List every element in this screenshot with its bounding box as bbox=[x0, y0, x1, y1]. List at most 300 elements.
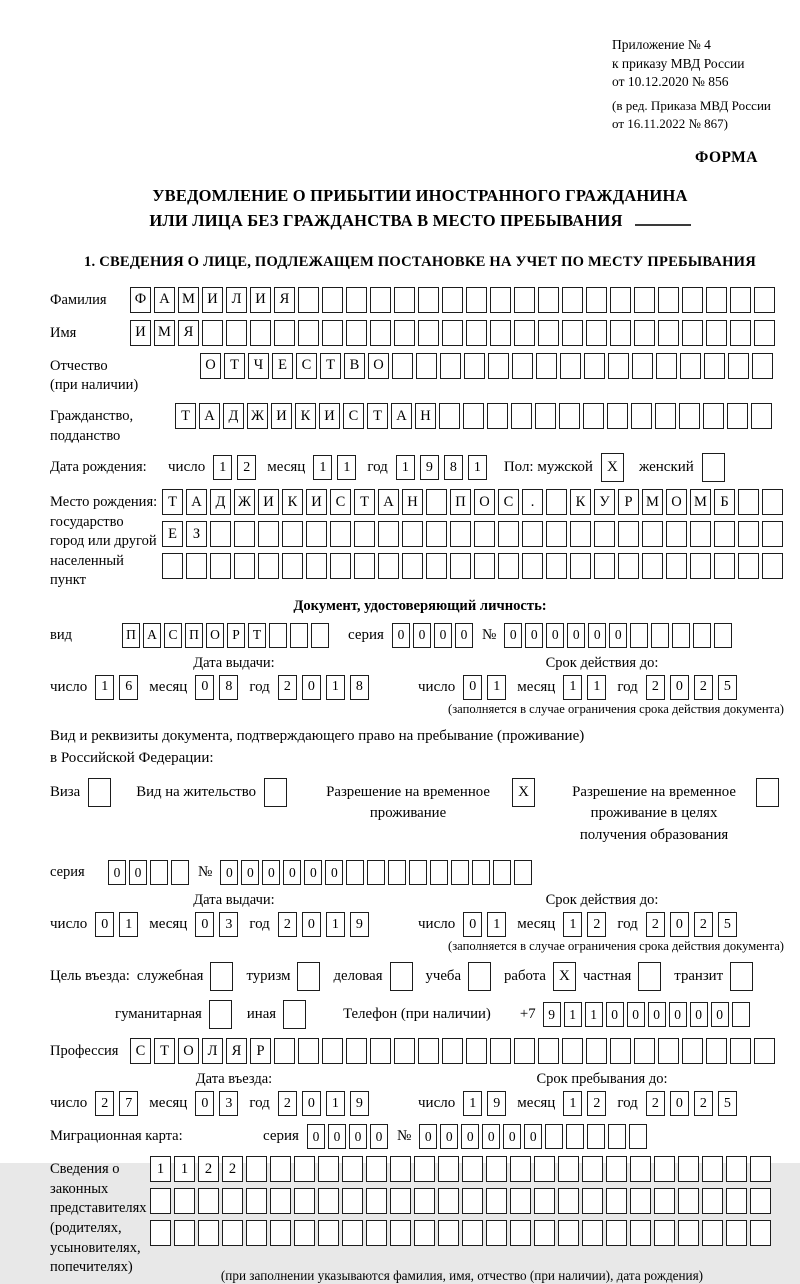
doc-valid-day-cell[interactable]: 1 bbox=[487, 675, 506, 700]
birthplace-cell[interactable] bbox=[762, 521, 783, 547]
representatives-cell[interactable]: 2 bbox=[222, 1156, 243, 1182]
profession-cell[interactable]: О bbox=[178, 1038, 199, 1064]
profession-cell[interactable] bbox=[418, 1038, 439, 1064]
birthplace-cell[interactable]: И bbox=[306, 489, 327, 515]
representatives-cell[interactable] bbox=[726, 1220, 747, 1246]
name-cell[interactable] bbox=[466, 320, 487, 346]
patronymic-cell[interactable]: О bbox=[200, 353, 221, 379]
representatives-cell[interactable] bbox=[654, 1220, 675, 1246]
patronymic-cell[interactable] bbox=[440, 353, 461, 379]
name-cell[interactable] bbox=[442, 320, 463, 346]
birthplace-cell[interactable]: А bbox=[186, 489, 207, 515]
citizenship-cell[interactable] bbox=[439, 403, 460, 429]
stay-day-cell[interactable]: 1 bbox=[463, 1091, 482, 1116]
surname-cell[interactable] bbox=[418, 287, 439, 313]
surname-cell[interactable] bbox=[754, 287, 775, 313]
surname-cell[interactable] bbox=[658, 287, 679, 313]
permit-series-cell[interactable]: 0 bbox=[129, 860, 147, 885]
checkbox-transit[interactable] bbox=[730, 962, 753, 991]
doc-number-cell[interactable] bbox=[693, 623, 711, 648]
birthplace-cell[interactable] bbox=[282, 553, 303, 579]
birth-year-cell[interactable]: 1 bbox=[468, 455, 487, 480]
checkbox-private[interactable] bbox=[638, 962, 661, 991]
birthplace-cell[interactable]: З bbox=[186, 521, 207, 547]
doc-issue-day-cell[interactable]: 6 bbox=[119, 675, 138, 700]
birthplace-cell[interactable]: М bbox=[642, 489, 663, 515]
permit-number-cell[interactable] bbox=[451, 860, 469, 885]
patronymic-cell[interactable] bbox=[704, 353, 725, 379]
doc-issue-year-cell[interactable]: 8 bbox=[350, 675, 369, 700]
name-cell[interactable] bbox=[370, 320, 391, 346]
representatives-cell[interactable] bbox=[270, 1156, 291, 1182]
representatives-cell[interactable] bbox=[534, 1220, 555, 1246]
birthplace-cell[interactable] bbox=[450, 521, 471, 547]
representatives-cell[interactable] bbox=[558, 1188, 579, 1214]
phone-cell[interactable]: 0 bbox=[606, 1002, 624, 1027]
migration-number-cell[interactable]: 0 bbox=[482, 1124, 500, 1149]
representatives-cell[interactable] bbox=[462, 1188, 483, 1214]
doc-series-cell[interactable]: 0 bbox=[413, 623, 431, 648]
phone-cell[interactable]: 0 bbox=[690, 1002, 708, 1027]
birthplace-cell[interactable]: К bbox=[282, 489, 303, 515]
patronymic-cell[interactable] bbox=[560, 353, 581, 379]
doc-valid-year-cell[interactable]: 5 bbox=[718, 675, 737, 700]
birthplace-cell[interactable] bbox=[642, 553, 663, 579]
migration-number-cell[interactable] bbox=[587, 1124, 605, 1149]
representatives-cell[interactable] bbox=[246, 1188, 267, 1214]
citizenship-cell[interactable] bbox=[511, 403, 532, 429]
citizenship-cell[interactable]: Н bbox=[415, 403, 436, 429]
birthplace-cell[interactable] bbox=[426, 521, 447, 547]
representatives-cell[interactable] bbox=[198, 1188, 219, 1214]
representatives-cell[interactable] bbox=[726, 1156, 747, 1182]
doc-valid-year-cell[interactable]: 2 bbox=[694, 675, 713, 700]
checkbox-humanitarian[interactable] bbox=[209, 1000, 232, 1029]
doc-number-cell[interactable]: 0 bbox=[588, 623, 606, 648]
citizenship-cell[interactable]: И bbox=[271, 403, 292, 429]
entry-month-cell[interactable]: 3 bbox=[219, 1091, 238, 1116]
representatives-cell[interactable] bbox=[582, 1220, 603, 1246]
birthplace-cell[interactable] bbox=[714, 521, 735, 547]
surname-cell[interactable]: М bbox=[178, 287, 199, 313]
representatives-cell[interactable] bbox=[678, 1188, 699, 1214]
birthplace-cell[interactable] bbox=[162, 553, 183, 579]
representatives-cell[interactable] bbox=[414, 1220, 435, 1246]
surname-cell[interactable]: И bbox=[250, 287, 271, 313]
patronymic-cell[interactable] bbox=[464, 353, 485, 379]
patronymic-cell[interactable] bbox=[680, 353, 701, 379]
representatives-cell[interactable] bbox=[750, 1156, 771, 1182]
name-cell[interactable] bbox=[490, 320, 511, 346]
representatives-cell[interactable] bbox=[246, 1156, 267, 1182]
permit-number-cell[interactable] bbox=[514, 860, 532, 885]
birthplace-cell[interactable] bbox=[210, 553, 231, 579]
representatives-cell[interactable] bbox=[270, 1188, 291, 1214]
representatives-cell[interactable] bbox=[150, 1220, 171, 1246]
name-cell[interactable] bbox=[298, 320, 319, 346]
citizenship-cell[interactable] bbox=[487, 403, 508, 429]
representatives-cell[interactable] bbox=[390, 1220, 411, 1246]
patronymic-cell[interactable] bbox=[512, 353, 533, 379]
representatives-cell[interactable] bbox=[510, 1156, 531, 1182]
patronymic-cell[interactable] bbox=[632, 353, 653, 379]
patronymic-cell[interactable] bbox=[488, 353, 509, 379]
citizenship-cell[interactable]: И bbox=[319, 403, 340, 429]
representatives-cell[interactable] bbox=[630, 1220, 651, 1246]
migration-number-cell[interactable] bbox=[545, 1124, 563, 1149]
birthplace-cell[interactable] bbox=[594, 553, 615, 579]
birthplace-cell[interactable] bbox=[450, 553, 471, 579]
representatives-cell[interactable] bbox=[654, 1156, 675, 1182]
surname-cell[interactable] bbox=[682, 287, 703, 313]
migration-number-cell[interactable]: 0 bbox=[524, 1124, 542, 1149]
citizenship-cell[interactable] bbox=[631, 403, 652, 429]
surname-cell[interactable] bbox=[322, 287, 343, 313]
citizenship-cell[interactable]: К bbox=[295, 403, 316, 429]
stay-year-cell[interactable]: 0 bbox=[670, 1091, 689, 1116]
stay-day-cell[interactable]: 9 bbox=[487, 1091, 506, 1116]
profession-cell[interactable] bbox=[706, 1038, 727, 1064]
citizenship-cell[interactable]: А bbox=[391, 403, 412, 429]
patronymic-cell[interactable]: Т bbox=[224, 353, 245, 379]
profession-cell[interactable] bbox=[586, 1038, 607, 1064]
name-cell[interactable] bbox=[730, 320, 751, 346]
permit-issue-year-cell[interactable]: 1 bbox=[326, 912, 345, 937]
doc-number-cell[interactable] bbox=[714, 623, 732, 648]
birthplace-cell[interactable]: С bbox=[330, 489, 351, 515]
profession-cell[interactable] bbox=[490, 1038, 511, 1064]
stay-year-cell[interactable]: 5 bbox=[718, 1091, 737, 1116]
birthplace-cell[interactable] bbox=[330, 521, 351, 547]
representatives-cell[interactable] bbox=[558, 1220, 579, 1246]
birthplace-cell[interactable]: И bbox=[258, 489, 279, 515]
profession-cell[interactable] bbox=[298, 1038, 319, 1064]
citizenship-cell[interactable]: А bbox=[199, 403, 220, 429]
phone-cell[interactable]: 0 bbox=[669, 1002, 687, 1027]
phone-cell[interactable]: 0 bbox=[627, 1002, 645, 1027]
permit-number-cell[interactable]: 0 bbox=[262, 860, 280, 885]
doc-type-cell[interactable]: Т bbox=[248, 623, 266, 648]
doc-type-cell[interactable]: П bbox=[122, 623, 140, 648]
permit-number-cell[interactable] bbox=[493, 860, 511, 885]
representatives-cell[interactable] bbox=[342, 1220, 363, 1246]
entry-year-cell[interactable]: 0 bbox=[302, 1091, 321, 1116]
phone-cell[interactable] bbox=[732, 1002, 750, 1027]
doc-issue-month-cell[interactable]: 8 bbox=[219, 675, 238, 700]
entry-month-cell[interactable]: 0 bbox=[195, 1091, 214, 1116]
surname-cell[interactable] bbox=[298, 287, 319, 313]
permit-number-cell[interactable] bbox=[472, 860, 490, 885]
doc-issue-day-cell[interactable]: 1 bbox=[95, 675, 114, 700]
entry-year-cell[interactable]: 1 bbox=[326, 1091, 345, 1116]
doc-number-cell[interactable]: 0 bbox=[546, 623, 564, 648]
representatives-cell[interactable] bbox=[462, 1156, 483, 1182]
birthplace-cell[interactable]: М bbox=[690, 489, 711, 515]
surname-cell[interactable] bbox=[730, 287, 751, 313]
citizenship-cell[interactable] bbox=[535, 403, 556, 429]
surname-cell[interactable] bbox=[586, 287, 607, 313]
doc-issue-month-cell[interactable]: 0 bbox=[195, 675, 214, 700]
representatives-cell[interactable] bbox=[318, 1156, 339, 1182]
doc-number-cell[interactable] bbox=[672, 623, 690, 648]
surname-cell[interactable]: Л bbox=[226, 287, 247, 313]
profession-cell[interactable] bbox=[658, 1038, 679, 1064]
doc-type-cell[interactable]: С bbox=[164, 623, 182, 648]
name-cell[interactable] bbox=[394, 320, 415, 346]
representatives-cell[interactable] bbox=[270, 1220, 291, 1246]
patronymic-cell[interactable] bbox=[656, 353, 677, 379]
profession-cell[interactable] bbox=[466, 1038, 487, 1064]
birthplace-cell[interactable] bbox=[474, 553, 495, 579]
permit-valid-year-cell[interactable]: 5 bbox=[718, 912, 737, 937]
migration-series-cell[interactable]: 0 bbox=[307, 1124, 325, 1149]
birthplace-cell[interactable] bbox=[594, 521, 615, 547]
birthplace-cell[interactable] bbox=[522, 553, 543, 579]
representatives-cell[interactable] bbox=[294, 1220, 315, 1246]
patronymic-cell[interactable]: В bbox=[344, 353, 365, 379]
representatives-cell[interactable] bbox=[462, 1220, 483, 1246]
migration-series-cell[interactable]: 0 bbox=[370, 1124, 388, 1149]
checkbox-female[interactable] bbox=[702, 453, 725, 482]
surname-cell[interactable] bbox=[370, 287, 391, 313]
patronymic-cell[interactable] bbox=[536, 353, 557, 379]
citizenship-cell[interactable] bbox=[751, 403, 772, 429]
permit-issue-month-cell[interactable]: 0 bbox=[195, 912, 214, 937]
profession-cell[interactable] bbox=[442, 1038, 463, 1064]
profession-cell[interactable] bbox=[538, 1038, 559, 1064]
migration-series-cell[interactable]: 0 bbox=[349, 1124, 367, 1149]
permit-valid-month-cell[interactable]: 2 bbox=[587, 912, 606, 937]
birthplace-cell[interactable] bbox=[738, 489, 759, 515]
representatives-cell[interactable] bbox=[174, 1188, 195, 1214]
checkbox-male[interactable]: X bbox=[601, 453, 624, 482]
birthplace-cell[interactable]: Ж bbox=[234, 489, 255, 515]
birthplace-cell[interactable] bbox=[378, 553, 399, 579]
migration-number-cell[interactable]: 0 bbox=[440, 1124, 458, 1149]
profession-cell[interactable] bbox=[394, 1038, 415, 1064]
profession-cell[interactable] bbox=[274, 1038, 295, 1064]
doc-number-cell[interactable] bbox=[630, 623, 648, 648]
permit-valid-year-cell[interactable]: 2 bbox=[646, 912, 665, 937]
stay-year-cell[interactable]: 2 bbox=[646, 1091, 665, 1116]
checkbox-study[interactable] bbox=[468, 962, 491, 991]
name-cell[interactable] bbox=[658, 320, 679, 346]
phone-cell[interactable]: 1 bbox=[585, 1002, 603, 1027]
citizenship-cell[interactable] bbox=[655, 403, 676, 429]
doc-issue-year-cell[interactable]: 1 bbox=[326, 675, 345, 700]
birthplace-cell[interactable] bbox=[546, 489, 567, 515]
name-cell[interactable] bbox=[346, 320, 367, 346]
representatives-cell[interactable] bbox=[438, 1188, 459, 1214]
representatives-cell[interactable] bbox=[318, 1188, 339, 1214]
doc-number-cell[interactable]: 0 bbox=[567, 623, 585, 648]
birthplace-cell[interactable] bbox=[186, 553, 207, 579]
representatives-cell[interactable] bbox=[366, 1220, 387, 1246]
citizenship-cell[interactable] bbox=[703, 403, 724, 429]
representatives-cell[interactable] bbox=[246, 1220, 267, 1246]
representatives-cell[interactable] bbox=[654, 1188, 675, 1214]
representatives-cell[interactable] bbox=[414, 1188, 435, 1214]
birthplace-cell[interactable] bbox=[546, 553, 567, 579]
surname-cell[interactable] bbox=[514, 287, 535, 313]
entry-year-cell[interactable]: 2 bbox=[278, 1091, 297, 1116]
birthplace-cell[interactable] bbox=[354, 553, 375, 579]
representatives-cell[interactable] bbox=[510, 1188, 531, 1214]
representatives-cell[interactable] bbox=[438, 1220, 459, 1246]
phone-cell[interactable]: 9 bbox=[543, 1002, 561, 1027]
representatives-cell[interactable] bbox=[486, 1188, 507, 1214]
surname-cell[interactable] bbox=[466, 287, 487, 313]
citizenship-cell[interactable] bbox=[463, 403, 484, 429]
birthplace-cell[interactable]: К bbox=[570, 489, 591, 515]
profession-cell[interactable] bbox=[346, 1038, 367, 1064]
permit-valid-month-cell[interactable]: 1 bbox=[563, 912, 582, 937]
doc-valid-month-cell[interactable]: 1 bbox=[587, 675, 606, 700]
birthplace-cell[interactable] bbox=[306, 521, 327, 547]
phone-cell[interactable]: 0 bbox=[648, 1002, 666, 1027]
name-cell[interactable] bbox=[634, 320, 655, 346]
birthplace-cell[interactable] bbox=[762, 553, 783, 579]
checkbox-work[interactable]: X bbox=[553, 962, 576, 991]
birth-year-cell[interactable]: 9 bbox=[420, 455, 439, 480]
representatives-cell[interactable] bbox=[606, 1156, 627, 1182]
birthplace-cell[interactable] bbox=[402, 553, 423, 579]
name-cell[interactable]: М bbox=[154, 320, 175, 346]
checkbox-official[interactable] bbox=[210, 962, 233, 991]
surname-cell[interactable] bbox=[490, 287, 511, 313]
birthplace-cell[interactable] bbox=[738, 521, 759, 547]
birthplace-cell[interactable]: Т bbox=[162, 489, 183, 515]
citizenship-cell[interactable] bbox=[583, 403, 604, 429]
birthplace-cell[interactable] bbox=[330, 553, 351, 579]
birthplace-cell[interactable]: . bbox=[522, 489, 543, 515]
birthplace-cell[interactable]: У bbox=[594, 489, 615, 515]
permit-number-cell[interactable] bbox=[388, 860, 406, 885]
doc-valid-year-cell[interactable]: 2 bbox=[646, 675, 665, 700]
representatives-cell[interactable] bbox=[534, 1156, 555, 1182]
permit-issue-day-cell[interactable]: 1 bbox=[119, 912, 138, 937]
permit-series-cell[interactable] bbox=[150, 860, 168, 885]
name-cell[interactable] bbox=[682, 320, 703, 346]
permit-issue-year-cell[interactable]: 9 bbox=[350, 912, 369, 937]
patronymic-cell[interactable] bbox=[608, 353, 629, 379]
profession-cell[interactable] bbox=[610, 1038, 631, 1064]
patronymic-cell[interactable] bbox=[584, 353, 605, 379]
surname-cell[interactable] bbox=[394, 287, 415, 313]
birthplace-cell[interactable] bbox=[306, 553, 327, 579]
birth-year-cell[interactable]: 1 bbox=[396, 455, 415, 480]
birthplace-cell[interactable] bbox=[690, 521, 711, 547]
name-cell[interactable]: И bbox=[130, 320, 151, 346]
entry-year-cell[interactable]: 9 bbox=[350, 1091, 369, 1116]
representatives-cell[interactable] bbox=[294, 1188, 315, 1214]
checkbox-visa[interactable] bbox=[88, 778, 111, 807]
birthplace-cell[interactable] bbox=[282, 521, 303, 547]
birthplace-cell[interactable] bbox=[690, 553, 711, 579]
doc-valid-day-cell[interactable]: 0 bbox=[463, 675, 482, 700]
name-cell[interactable] bbox=[562, 320, 583, 346]
representatives-cell[interactable] bbox=[222, 1220, 243, 1246]
migration-number-cell[interactable]: 0 bbox=[461, 1124, 479, 1149]
phone-cell[interactable]: 1 bbox=[564, 1002, 582, 1027]
surname-cell[interactable] bbox=[442, 287, 463, 313]
surname-cell[interactable] bbox=[346, 287, 367, 313]
profession-cell[interactable] bbox=[754, 1038, 775, 1064]
birthplace-cell[interactable]: Б bbox=[714, 489, 735, 515]
birthplace-cell[interactable] bbox=[426, 553, 447, 579]
representatives-cell[interactable]: 2 bbox=[198, 1156, 219, 1182]
birthplace-cell[interactable] bbox=[402, 521, 423, 547]
birthplace-cell[interactable] bbox=[642, 521, 663, 547]
checkbox-residence-permit[interactable] bbox=[264, 778, 287, 807]
patronymic-cell[interactable]: Т bbox=[320, 353, 341, 379]
surname-cell[interactable] bbox=[562, 287, 583, 313]
representatives-cell[interactable] bbox=[702, 1220, 723, 1246]
surname-cell[interactable] bbox=[538, 287, 559, 313]
profession-cell[interactable]: Т bbox=[154, 1038, 175, 1064]
birthplace-cell[interactable] bbox=[666, 553, 687, 579]
representatives-cell[interactable] bbox=[750, 1220, 771, 1246]
birthplace-cell[interactable] bbox=[210, 521, 231, 547]
birth-day-cell[interactable]: 1 bbox=[213, 455, 232, 480]
name-cell[interactable] bbox=[322, 320, 343, 346]
doc-type-cell[interactable]: Р bbox=[227, 623, 245, 648]
profession-cell[interactable] bbox=[514, 1038, 535, 1064]
name-cell[interactable] bbox=[754, 320, 775, 346]
birth-day-cell[interactable]: 2 bbox=[237, 455, 256, 480]
name-cell[interactable] bbox=[706, 320, 727, 346]
profession-cell[interactable]: Л bbox=[202, 1038, 223, 1064]
representatives-cell[interactable] bbox=[702, 1188, 723, 1214]
doc-number-cell[interactable]: 0 bbox=[609, 623, 627, 648]
permit-number-cell[interactable]: 0 bbox=[283, 860, 301, 885]
citizenship-cell[interactable]: Т bbox=[367, 403, 388, 429]
citizenship-cell[interactable]: Ж bbox=[247, 403, 268, 429]
doc-type-cell[interactable] bbox=[290, 623, 308, 648]
surname-cell[interactable]: И bbox=[202, 287, 223, 313]
surname-cell[interactable] bbox=[706, 287, 727, 313]
doc-issue-year-cell[interactable]: 0 bbox=[302, 675, 321, 700]
citizenship-cell[interactable]: С bbox=[343, 403, 364, 429]
birthplace-cell[interactable]: О bbox=[666, 489, 687, 515]
migration-number-cell[interactable] bbox=[629, 1124, 647, 1149]
phone-cell[interactable]: 0 bbox=[711, 1002, 729, 1027]
patronymic-cell[interactable] bbox=[728, 353, 749, 379]
representatives-cell[interactable] bbox=[678, 1220, 699, 1246]
birthplace-cell[interactable] bbox=[762, 489, 783, 515]
name-cell[interactable] bbox=[418, 320, 439, 346]
birthplace-cell[interactable] bbox=[378, 521, 399, 547]
representatives-cell[interactable] bbox=[486, 1220, 507, 1246]
permit-valid-day-cell[interactable]: 1 bbox=[487, 912, 506, 937]
surname-cell[interactable] bbox=[634, 287, 655, 313]
name-cell[interactable] bbox=[274, 320, 295, 346]
permit-valid-year-cell[interactable]: 0 bbox=[670, 912, 689, 937]
patronymic-cell[interactable] bbox=[416, 353, 437, 379]
name-cell[interactable] bbox=[538, 320, 559, 346]
birthplace-cell[interactable] bbox=[498, 553, 519, 579]
representatives-cell[interactable] bbox=[606, 1188, 627, 1214]
representatives-cell[interactable] bbox=[726, 1188, 747, 1214]
birthplace-cell[interactable]: С bbox=[498, 489, 519, 515]
representatives-cell[interactable] bbox=[750, 1188, 771, 1214]
citizenship-cell[interactable] bbox=[607, 403, 628, 429]
birthplace-cell[interactable] bbox=[714, 553, 735, 579]
patronymic-cell[interactable]: Ч bbox=[248, 353, 269, 379]
migration-number-cell[interactable]: 0 bbox=[419, 1124, 437, 1149]
citizenship-cell[interactable] bbox=[559, 403, 580, 429]
representatives-cell[interactable] bbox=[150, 1188, 171, 1214]
